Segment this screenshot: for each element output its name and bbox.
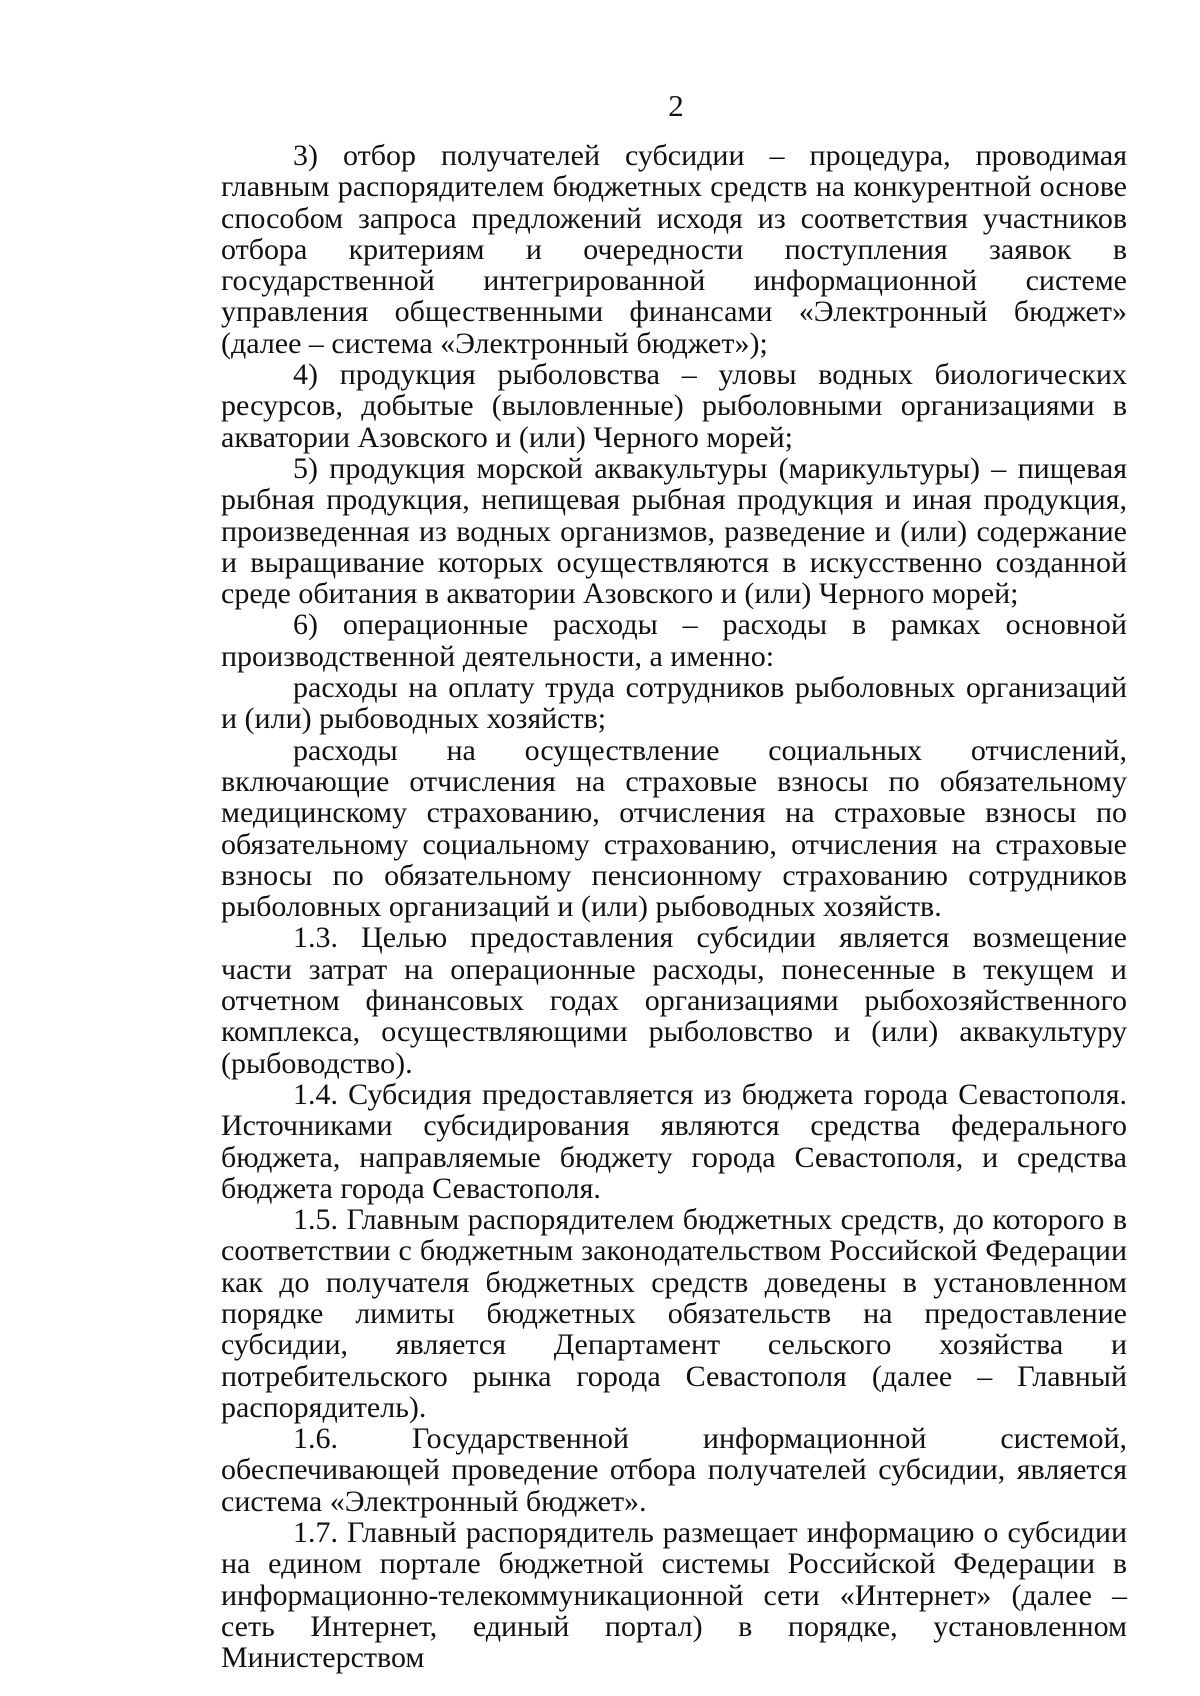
paragraph-definition-5: 5) продукция морской аквакультуры (марикультуры) – пищевая рыбная продукция, непищевая рыбная продукция и иная продукция, произведенная из водных организмов, разведение и (или) содержание и выращивание которых осуществляются в искусственно созданной среде обитания в акватории Азовского и (или) Черного морей; <box>221 451 1127 611</box>
paragraph-social-contributions: расходы на осуществление социальных отчислений, включающие отчисления на страховые взносы по обязательному медицинскому страхованию, отчисления на страховые взносы по обязательному социальному страхованию, отчисления на страховые взносы по обязательному пенсионному страхованию сотрудников рыболовных организаций и (или) рыбоводных хозяйств. <box>221 733 1127 924</box>
paragraph-1-6: 1.6. Государственной информационной системой, обеспечивающей проведение отбора получателей субсидии, является система «Электронный бюджет». <box>221 1422 1127 1518</box>
paragraph-1-3: 1.3. Целью предоставления субсидии является возмещение части затрат на операционные расходы, понесенные в текущем и отчетном финансовых годах организациями рыбохозяйственного комплекса, осуществляющими рыболовство и (или) аквакультуру (рыбоводство). <box>221 921 1127 1080</box>
paragraph-definition-4: 4) продукция рыболовства – уловы водных биологических ресурсов, добытые (выловленные) рыболовными организациями в акватории Азовского и (или) Черного морей; <box>221 358 1127 454</box>
paragraph-1-4: 1.4. Субсидия предоставляется из бюджета города Севастополя. Источниками субсидирования являются средства федерального бюджета, направляемые бюджету города Севастополя, и средства бюджета города Севастополя. <box>221 1077 1127 1205</box>
paragraph-definition-6: 6) операционные расходы – расходы в рамках основной производственной деятельности, а именно: <box>221 608 1127 673</box>
document-body <box>221 140 1127 1674</box>
paragraph-definition-3: 3) отбор получателей субсидии – процедура, проводимая главным распорядителем бюджетных средств на конкурентной основе способом запроса предложений исходя из соответствия участников отбора критериям и очередности поступления заявок в государственной интегрированной информационной системе управления общественными финансами «Электронный бюджет» (далее – система «Электронный бюджет»); <box>221 139 1127 360</box>
page-number: 2 <box>668 88 684 123</box>
paragraph-1-5: 1.5. Главным распорядителем бюджетных средств, до которого в соответствии с бюджетным законодательством Российской Федерации как до получателя бюджетных средств доведены в установленном порядке лимиты бюджетных обязательств на предоставление субсидии, является Департамент сельского хозяйства и потребительского рынка города Севастополя (далее – Главный распорядитель). <box>221 1203 1127 1424</box>
paragraph-1-7: 1.7. Главный распорядитель размещает информацию о субсидии на едином портале бюджетной системы Российской Федерации в информационно-телекоммуникационной сети «Интернет» (далее – сеть Интернет, единый портал) в порядке, установленном Министерством <box>221 1516 1127 1675</box>
paragraph-labor-costs: расходы на оплату труда сотрудников рыболовных организаций и (или) рыбоводных хозяйств; <box>221 671 1127 736</box>
